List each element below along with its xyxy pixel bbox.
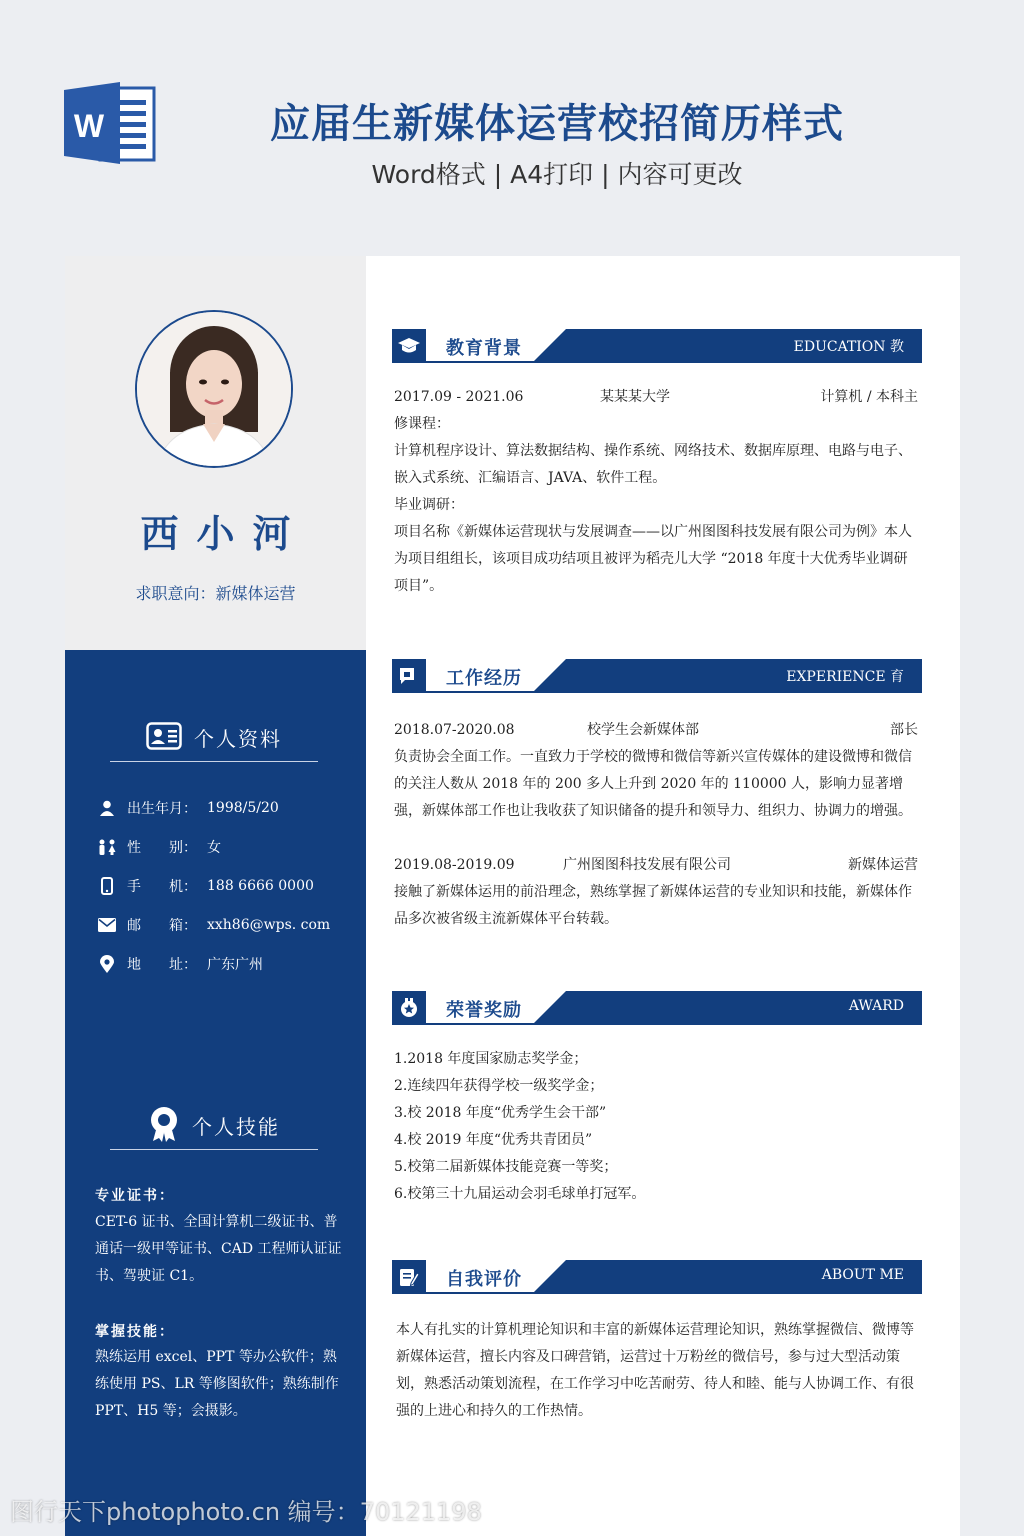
info-value: 188 6666 0000	[207, 878, 314, 894]
skills-heading	[110, 1102, 318, 1150]
job-description: 接触了新媒体运用的前沿理念，熟练掌握了新媒体运营的专业知识和技能，新媒体作品多次被省级主流新媒体平台转载。	[394, 884, 912, 927]
section-underline	[392, 1023, 922, 1025]
award-item: 3.校 2018 年度“优秀学生会干部”	[394, 1105, 607, 1121]
skill-text: 熟练运用 excel、PPT 等办公软件；熟练使用 PS、LR 等修图软件；熟练制作 PPT、H5 等；会摄影。	[95, 1349, 339, 1419]
education-line: 毕业调研：	[394, 497, 464, 513]
education-section-bar	[392, 329, 922, 363]
about-title: 自我评价	[446, 1269, 522, 1290]
medal-icon	[392, 991, 426, 1025]
info-row-email	[97, 914, 330, 936]
award-item: 1.2018 年度国家励志奖学金；	[394, 1051, 588, 1067]
badge-icon	[148, 1106, 180, 1146]
section-underline	[392, 1292, 922, 1294]
watermark: 图行天下photophoto.cn 编号：70121198	[10, 1498, 482, 1526]
edit-note-icon	[392, 1260, 426, 1294]
awards-title: 荣誉奖励	[446, 1000, 522, 1021]
skills-label: 个人技能	[192, 1115, 280, 1139]
info-label: 地 址：	[127, 957, 197, 973]
job-date: 2019.08-2019.09	[394, 857, 515, 873]
cert-text: CET-6 证书、全国计算机二级证书、普通话一级甲等证书、CAD 工程师认证证书、驾驶证 C1。	[95, 1214, 342, 1284]
info-value: 广东广州	[207, 957, 263, 973]
job-description: 负责协会全面工作。一直致力于学校的微博和微信等新兴宣传媒体的建设微博和微信的关注人数从 2018 年的 200 多人上升到 2020 年的 110000 人，影响力显著增强，新媒体部工作也让我收获了知识储备的提升和领导力、组织力、协调力的增强。	[394, 749, 912, 819]
phone-icon	[97, 876, 117, 896]
avatar	[135, 310, 293, 468]
job-org: 广州图图科技发展有限公司	[563, 857, 731, 873]
education-school: 某某某大学	[600, 389, 670, 405]
info-label: 手 机：	[127, 879, 197, 895]
personal-info-label: 个人资料	[194, 727, 282, 751]
job-date: 2018.07-2020.08	[394, 722, 515, 738]
gender-icon	[97, 837, 117, 857]
job-role: 新媒体运营	[848, 857, 918, 873]
job-role: 部长	[890, 722, 918, 738]
info-value: 女	[207, 840, 221, 856]
info-row-phone	[97, 875, 314, 897]
info-label: 邮 箱：	[127, 918, 197, 934]
info-value: xxh86@wps. com	[207, 917, 331, 933]
info-row-birth	[97, 797, 279, 819]
mail-icon	[97, 915, 117, 935]
info-label: 出生年月：	[127, 801, 197, 817]
awards-section-bar	[392, 991, 922, 1025]
personal-info-heading	[110, 714, 318, 762]
id-card-icon	[146, 722, 182, 754]
award-item: 2.连续四年获得学校一级奖学金；	[394, 1078, 604, 1094]
page-title: 应届生新媒体运营校招简历样式	[270, 101, 844, 147]
info-value: 1998/5/20	[207, 800, 279, 816]
cert-title: 专业证书：	[95, 1188, 175, 1204]
section-underline	[392, 691, 922, 693]
education-title: 教育背景	[446, 338, 522, 359]
about-en-title: ABOUT ME	[821, 1267, 904, 1283]
info-row-address	[97, 953, 263, 975]
page-subtitle: Word格式 | A4打印 | 内容可更改	[371, 160, 743, 189]
svg-text:W: W	[73, 108, 105, 144]
graduation-cap-icon	[392, 329, 426, 363]
section-underline	[392, 361, 922, 363]
award-item: 6.校第三十九届运动会羽毛球单打冠军。	[394, 1186, 646, 1202]
education-line: 计算机程序设计、算法数据结构、操作系统、网络技术、数据库原理、电路与电子、嵌入式系统、汇编语言、JAVA、软件工程。	[394, 443, 912, 486]
awards-en-title: AWARD	[848, 998, 904, 1014]
experience-title: 工作经历	[446, 668, 522, 689]
job-org: 校学生会新媒体部	[587, 722, 699, 738]
education-major: 计算机 / 本科主	[820, 389, 918, 405]
job-row	[394, 852, 920, 879]
education-line: 修课程：	[394, 416, 450, 432]
education-line: 项目名称《新媒体运营现状与发展调查——以广州图图科技发展有限公司为例》本人为项目组组长，该项目成功结项且被评为稻壳儿大学 “2018 年度十大优秀毕业调研项目”。	[394, 524, 912, 594]
experience-en-title: EXPERIENCE 育	[786, 669, 904, 685]
about-text: 本人有扎实的计算机理论知识和丰富的新媒体运营理论知识，熟练掌握微信、微博等新媒体运营，擅长内容及口碑营销，运营过十万粉丝的微信号，参与过大型活动策划，熟悉活动策划流程，在工作学习中吃苦耐劳、待人和睦、能与人协调工作、有很强的上进心和持久的工作热情。	[396, 1322, 914, 1419]
skill-title: 掌握技能：	[95, 1324, 175, 1340]
education-en-title: EDUCATION 教	[793, 339, 904, 355]
job-intent: 求职意向：新媒体运营	[135, 584, 296, 603]
info-label: 性 别：	[127, 840, 197, 856]
job-row	[394, 717, 920, 744]
chat-bubble-icon	[392, 659, 426, 693]
education-row	[394, 384, 920, 411]
person-icon	[97, 798, 117, 818]
education-date: 2017.09 - 2021.06	[394, 389, 524, 405]
award-item: 5.校第二届新媒体技能竞赛一等奖；	[394, 1159, 618, 1175]
location-icon	[97, 954, 117, 974]
candidate-name: 西小河	[140, 511, 309, 556]
info-row-gender	[97, 836, 221, 858]
experience-section-bar	[392, 659, 922, 693]
award-item: 4.校 2019 年度“优秀共青团员”	[394, 1132, 593, 1148]
about-section-bar	[392, 1260, 922, 1294]
